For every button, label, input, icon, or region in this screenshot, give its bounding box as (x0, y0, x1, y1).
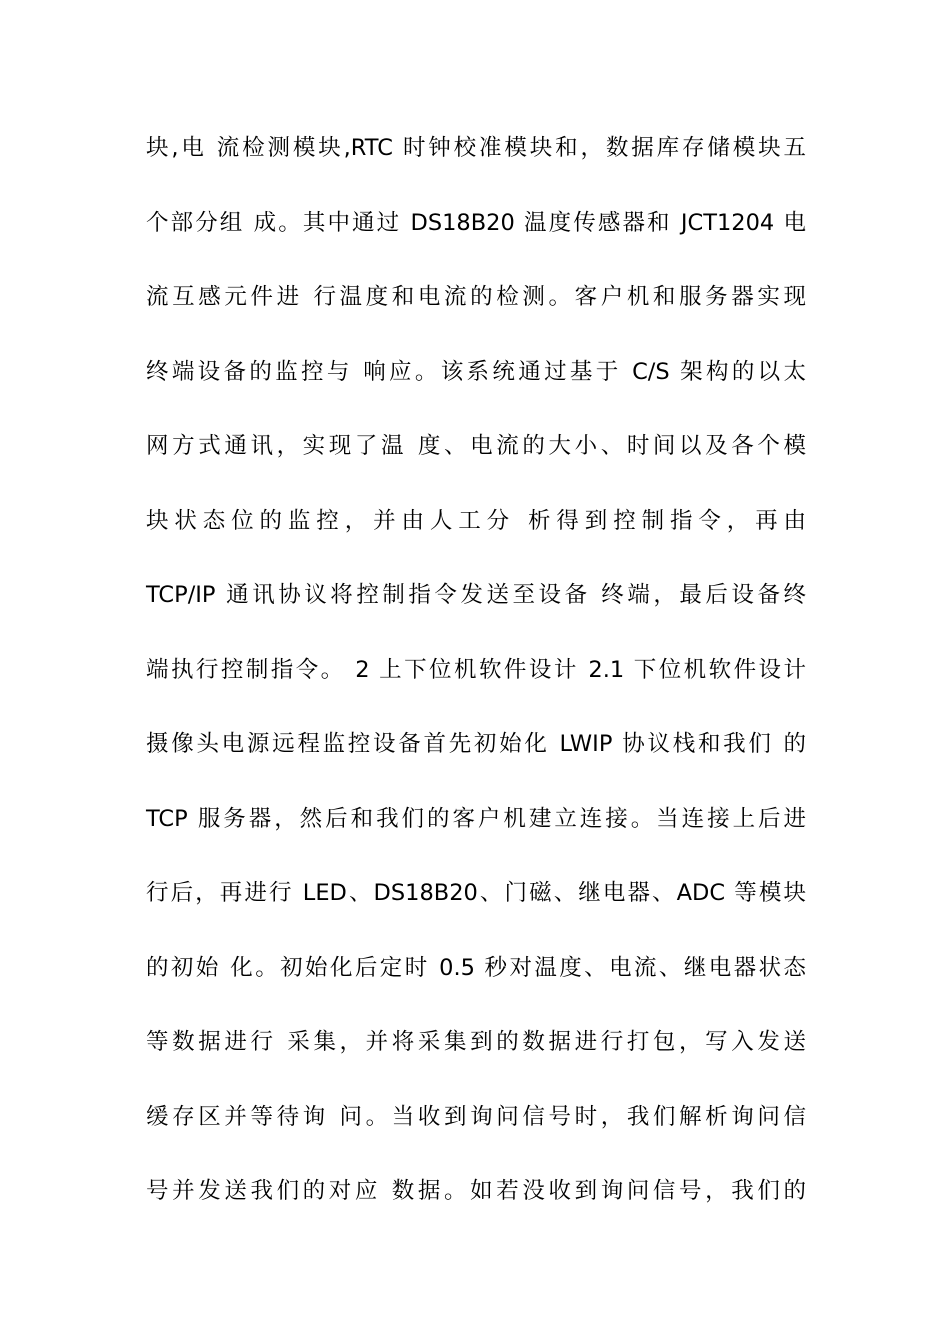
text-line: TCP/IP 通讯协议将控制指令发送至设备 终端，最后设备终 (146, 582, 806, 608)
text-line: 个部分组 成。其中通过 DS18B20 温度传感器和 JCT1204 电 (146, 209, 806, 236)
text-line: 行后，再进行 LED、DS18B20、门磁、继电器、ADC 等模块 (146, 880, 806, 906)
text-line: 流互感元件进 行温度和电流的检测。客户机和服务器实现 (146, 284, 806, 310)
text-line: 等数据进行 采集，并将采集到的数据进行打包，写入发送 (146, 1029, 806, 1055)
text-line: 块,电 流检测模块,RTC 时钟校准模块和，数据库存储模块五 (146, 135, 806, 161)
text-line: 网方式通讯，实现了温 度、电流的大小、时间以及各个模 (146, 433, 806, 459)
text-line: 端执行控制指令。 2 上下位机软件设计 2.1 下位机软件设计 (146, 656, 806, 683)
text-line: 块状态位的监控，并由人工分 析得到控制指令，再由 (146, 507, 806, 534)
text-line: 缓存区并等待询 问。当收到询问信号时，我们解析询问信 (146, 1103, 806, 1130)
body-text (146, 123, 806, 1241)
text-line: TCP 服务器，然后和我们的客户机建立连接。当连接上后进 (146, 805, 806, 832)
text-line: 摄像头电源远程监控设备首先初始化 LWIP 协议栈和我们 的 (146, 731, 806, 757)
text-line: 的初始 化。初始化后定时 0.5 秒对温度、电流、继电器状态 (146, 954, 806, 981)
text-line: 号并发送我们的对应 数据。如若没收到询问信号，我们的 (146, 1178, 806, 1204)
text-line: 终端设备的监控与 响应。该系统通过基于 C/S 架构的以太 (146, 358, 806, 385)
